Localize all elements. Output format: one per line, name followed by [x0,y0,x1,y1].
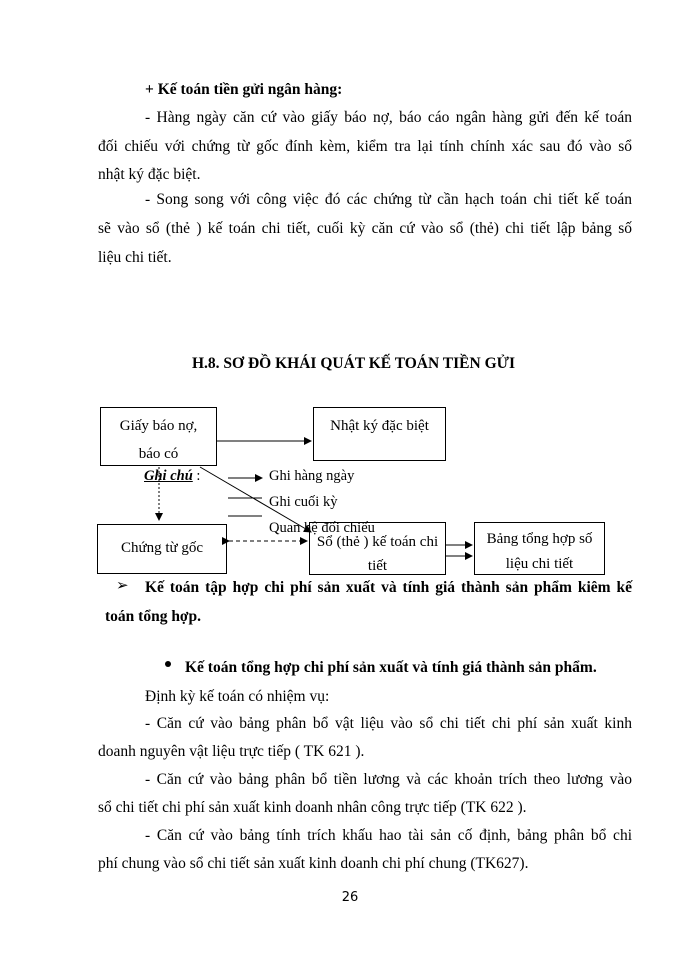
arrow-bullet-line1: Kế toán tập hợp chi phí sản xuất và tính giá thành sản phẩm kiêm kế [145,579,632,596]
arrow-bullet-icon: ➢ [116,578,129,594]
para1-line3: nhật ký đặc biệt. [98,166,201,183]
arrow-bullet-line2: toán tổng hợp. [105,608,202,625]
section-heading: + Kế toán tiền gửi ngân hàng: [145,81,343,98]
duties-intro: Định kỳ kế toán có nhiệm vụ: [145,688,330,705]
duty3-line1: - Căn cứ vào bảng tính trích khấu hao tài sản cố định, bảng phân bổ chi [145,827,632,844]
duty2-line2: sổ chi tiết chi phí sản xuất kinh doanh nhân công trực tiếp (TK 622 ). [98,799,527,816]
diagram-title: H.8. SƠ ĐỒ KHÁI QUÁT KẾ TOÁN TIỀN GỬI [192,355,515,372]
legend-label [144,468,200,485]
box-giay-bao-no-line2: báo có [138,446,179,462]
para2-line1: - Song song với công việc đó các chứng từ cần hạch toán chi tiết kế toán [145,191,632,208]
box-so-the-line2: tiết [367,558,388,574]
legend-end-text: Ghi cuối kỳ [269,494,338,510]
box-chung-tu-goc-label: Chứng từ gốc [120,540,204,556]
legend-check-text: Quan hệ đối chiếu [269,520,375,536]
box-bang-line1: Bảng tổng hợp số [486,531,593,547]
legend-daily-text: Ghi hàng ngày [269,468,355,484]
legend-title: Ghi chú [144,468,193,484]
box-bang-line2: liệu chi tiết [505,556,574,572]
duty1-line1: - Căn cứ vào bảng phân bổ vật liệu vào sổ chi tiết chi phí sản xuất kinh [145,715,632,732]
duty3-line2: phí chung vào sổ chi tiết sản xuất kinh doanh chi phí chung (TK627). [98,855,529,872]
duty1-line2: doanh nguyên vật liệu trực tiếp ( TK 621 ). [98,743,365,760]
para1-line1: - Hàng ngày căn cứ vào giấy báo nợ, báo cáo ngân hàng gửi đến kế toán [145,109,632,126]
para2-line2: sẽ vào sổ (thẻ ) kế toán chi tiết, cuối kỳ căn cứ vào sổ (thẻ) chi tiết lập bảng số [98,220,632,237]
dot-bullet-text: Kế toán tổng hợp chi phí sản xuất và tính giá thành sản phẩm. [185,659,597,676]
page-number: 26 [341,890,359,905]
box-nhat-ky-label: Nhật ký đặc biệt [330,418,429,434]
duty2-line1: - Căn cứ vào bảng phân bổ tiền lương và các khoản trích theo lương vào [145,771,632,788]
para2-line3: liệu chi tiết. [98,249,172,266]
dot-bullet-icon [165,661,171,667]
box-giay-bao-no-line1: Giấy báo nợ, [119,418,198,434]
legend-colon: : [192,468,201,484]
para1-line2: đối chiếu với chứng từ gốc đính kèm, kiểm tra lại tính chính xác sau đó vào sổ [98,138,632,155]
box-so-the-line1: Sổ (thẻ ) kế toán chi [316,534,439,550]
